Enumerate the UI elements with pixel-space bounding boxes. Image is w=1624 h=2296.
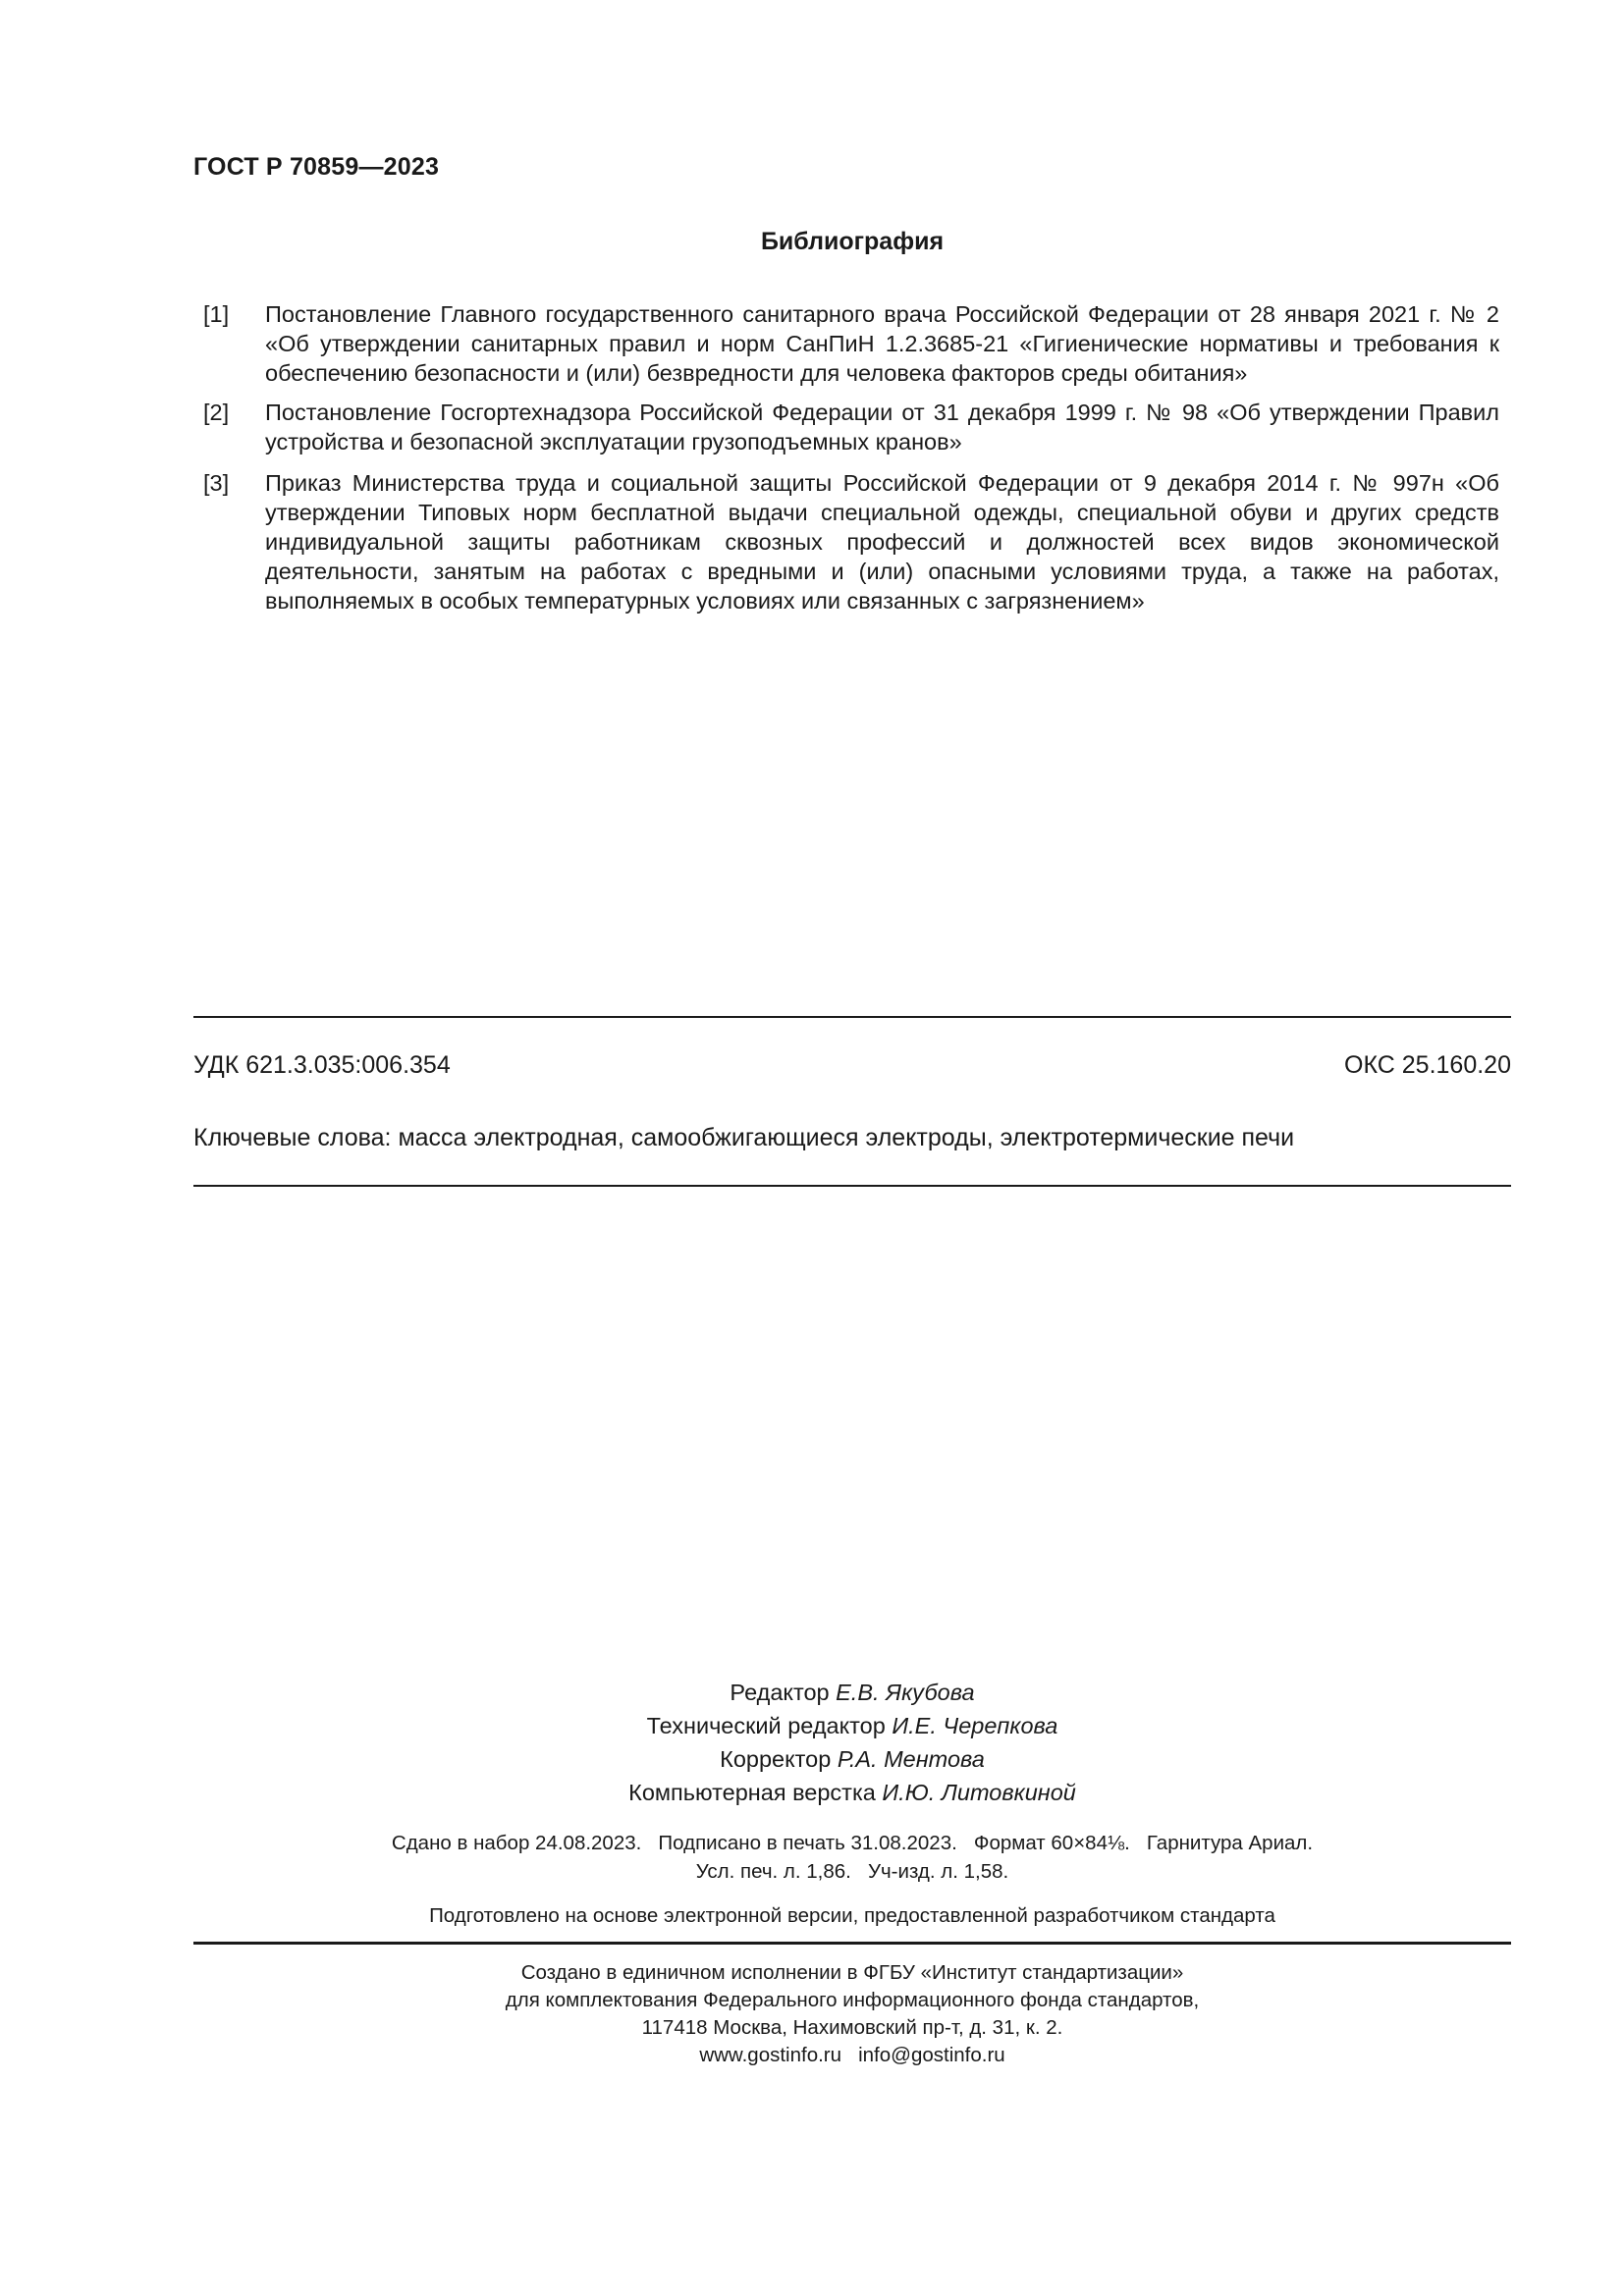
bibliography-entry-number: [3] (203, 470, 230, 496)
staff-role: Компьютерная верстка (628, 1780, 876, 1805)
print-info-line-1: Сдано в набор 24.08.2023. Подписано в печать 31.08.2023. Формат 60×84⅛. Гарнитура Ариал. (391, 1832, 1314, 1854)
divider-bottom (193, 1185, 1511, 1187)
document-code: ГОСТ Р 70859—2023 (193, 153, 440, 181)
bibliography-entry-text: Приказ Министерства труда и социальной защиты Российской Федерации от 9 декабря 2014 г. № 997н «Об утверждении Типовых норм бесплатной выдачи специальной одежды, специальной обуви и других средств индивидуальной защиты работникам сквозных профессий и должностей всех видов экономической деятельности, занятым на работах с вредными и (или) опасными условиями труда, а также на работах, выполняемых в особых температурных условиях или связанных с загрязнением» (265, 470, 1499, 614)
created-line-4: www.gostinfo.ru info@gostinfo.ru (699, 2044, 1005, 2066)
staff-credits (193, 1676, 1511, 1809)
staff-name: И.Е. Черепкова (892, 1713, 1058, 1738)
staff-role: Корректор (720, 1746, 832, 1772)
print-info (193, 1829, 1511, 1886)
staff-role: Технический редактор (646, 1713, 886, 1738)
created-info (193, 1959, 1511, 2069)
staff-proofreader (193, 1742, 1511, 1776)
bibliography-entry-number: [1] (203, 301, 230, 327)
udc-code: УДК 621.3.035:006.354 (193, 1051, 451, 1079)
print-info-line-2: Усл. печ. л. 1,86. Уч-изд. л. 1,58. (695, 1860, 1009, 1883)
created-line-1: Создано в единичном исполнении в ФГБУ «Институт стандартизации» (520, 1961, 1184, 1984)
bibliography-entry-text: Постановление Госгортехнадзора Российской Федерации от 31 декабря 1999 г. № 98 «Об утверждении Правил устройства и безопасной эксплуатации грузоподъемных кранов» (265, 400, 1499, 454)
oks-code: ОКС 25.160.20 (1344, 1051, 1511, 1079)
staff-layout (193, 1776, 1511, 1809)
bibliography-entry-text: Постановление Главного государственного санитарного врача Российской Федерации от 28 января 2021 г. № 2 «Об утверждении санитарных правил и норм СанПиН 1.2.3685-21 «Гигиенические нормативы и требования к обеспечению безопасности и (или) безвредности для человека факторов среды обитания» (265, 301, 1499, 386)
created-line-3: 117418 Москва, Нахимовский пр-т, д. 31, к. 2. (641, 2016, 1063, 2039)
staff-name: Е.В. Якубова (836, 1680, 975, 1705)
bibliography-entry-number: [2] (203, 400, 230, 425)
divider-top (193, 1016, 1511, 1018)
prepared-note: Подготовлено на основе электронной версии, предоставленной разработчиком стандарта (429, 1904, 1275, 1927)
staff-editor (193, 1676, 1511, 1709)
bibliography-entry-3 (203, 468, 1499, 615)
staff-role: Редактор (730, 1680, 830, 1705)
staff-technical-editor (193, 1709, 1511, 1742)
staff-name: Р.А. Ментова (837, 1746, 985, 1772)
bibliography-title: Библиография (760, 228, 945, 255)
bibliography-entry-2 (203, 398, 1499, 456)
keywords: Ключевые слова: масса электродная, самообжигающиеся электроды, электротермические печи (193, 1124, 1295, 1151)
bibliography-entry-1 (203, 299, 1499, 388)
created-line-2: для комплектования Федерального информационного фонда стандартов, (505, 1989, 1200, 2011)
divider-footer (193, 1942, 1511, 1945)
staff-name: И.Ю. Литовкиной (882, 1780, 1076, 1805)
